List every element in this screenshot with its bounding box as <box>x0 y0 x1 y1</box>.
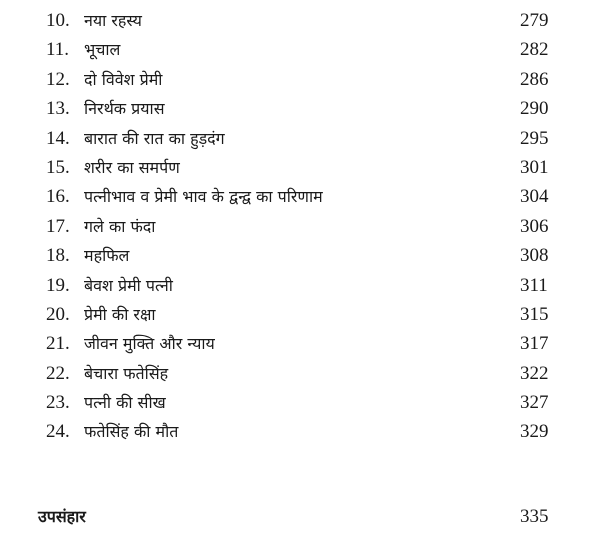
toc-entry <box>0 6 600 35</box>
chapter-number: 22. <box>46 362 70 384</box>
page-number: 308 <box>520 245 549 267</box>
page-number: 317 <box>520 333 549 355</box>
chapter-number: 15. <box>46 156 70 178</box>
chapter-number: 24. <box>46 421 70 443</box>
toc-entry <box>0 65 600 94</box>
toc-entry <box>0 153 600 182</box>
chapter-number: 20. <box>46 303 70 325</box>
chapter-title: बारात की रात का हुड़दंग <box>84 128 225 148</box>
toc-entry <box>0 271 600 300</box>
toc-entry <box>0 241 600 270</box>
toc-epilogue-entry <box>0 502 600 532</box>
chapter-title: महफिल <box>84 246 130 266</box>
page-number: 327 <box>520 392 549 414</box>
page-number: 322 <box>520 362 549 384</box>
chapter-number: 14. <box>46 127 70 149</box>
page-number: 301 <box>520 156 549 178</box>
chapter-number: 17. <box>46 215 70 237</box>
toc-entry <box>0 124 600 153</box>
chapter-title: भूचाल <box>84 40 121 60</box>
chapter-title: नया रहस्य <box>84 11 142 30</box>
toc-entry <box>0 35 600 64</box>
toc-entry <box>0 417 600 446</box>
chapter-number: 19. <box>46 274 70 296</box>
page-number: 315 <box>520 303 549 325</box>
chapter-title: शरीर का समर्पण <box>84 157 180 177</box>
chapter-title: गले का फंदा <box>84 216 156 236</box>
chapter-title: बेवश प्रेमी पत्नी <box>84 275 173 295</box>
page-number: 335 <box>520 506 549 527</box>
chapter-number: 12. <box>46 68 70 90</box>
toc-entry <box>0 359 600 388</box>
toc-entry <box>0 329 600 358</box>
page-number: 311 <box>520 274 548 296</box>
chapter-title: फतेसिंह की मौत <box>84 422 179 442</box>
chapter-title: पत्नी की सीख <box>84 393 166 413</box>
epilogue-title: उपसंहार <box>38 507 86 526</box>
page-number: 286 <box>520 68 549 90</box>
toc-entry <box>0 388 600 417</box>
page-number: 282 <box>520 39 549 61</box>
chapter-number: 21. <box>46 333 70 355</box>
chapter-title: निरर्थक प्रयास <box>84 99 165 119</box>
toc-entry <box>0 212 600 241</box>
toc-entry <box>0 94 600 123</box>
chapter-title: दो विवेश प्रेमी <box>84 69 163 89</box>
page-number: 304 <box>520 186 549 208</box>
chapter-title: पत्नीभाव व प्रेमी भाव के द्वन्द्व का परिणाम <box>84 187 323 207</box>
page-number: 290 <box>520 98 549 120</box>
chapter-title: प्रेमी की रक्षा <box>84 304 156 324</box>
toc-entry <box>0 300 600 329</box>
page-number: 329 <box>520 421 549 443</box>
chapter-number: 11. <box>46 39 70 61</box>
chapter-number: 13. <box>46 98 70 120</box>
chapter-number: 18. <box>46 245 70 267</box>
page-number: 295 <box>520 127 549 149</box>
table-of-contents <box>0 6 600 447</box>
toc-entry <box>0 182 600 211</box>
chapter-title: जीवन मुक्ति और न्याय <box>84 334 215 354</box>
page-number: 306 <box>520 215 549 237</box>
chapter-title: बेचारा फतेसिंह <box>84 363 169 383</box>
page-number: 279 <box>520 10 549 31</box>
chapter-number: 16. <box>46 186 70 208</box>
chapter-number: 23. <box>46 392 70 414</box>
chapter-number: 10. <box>46 10 70 31</box>
